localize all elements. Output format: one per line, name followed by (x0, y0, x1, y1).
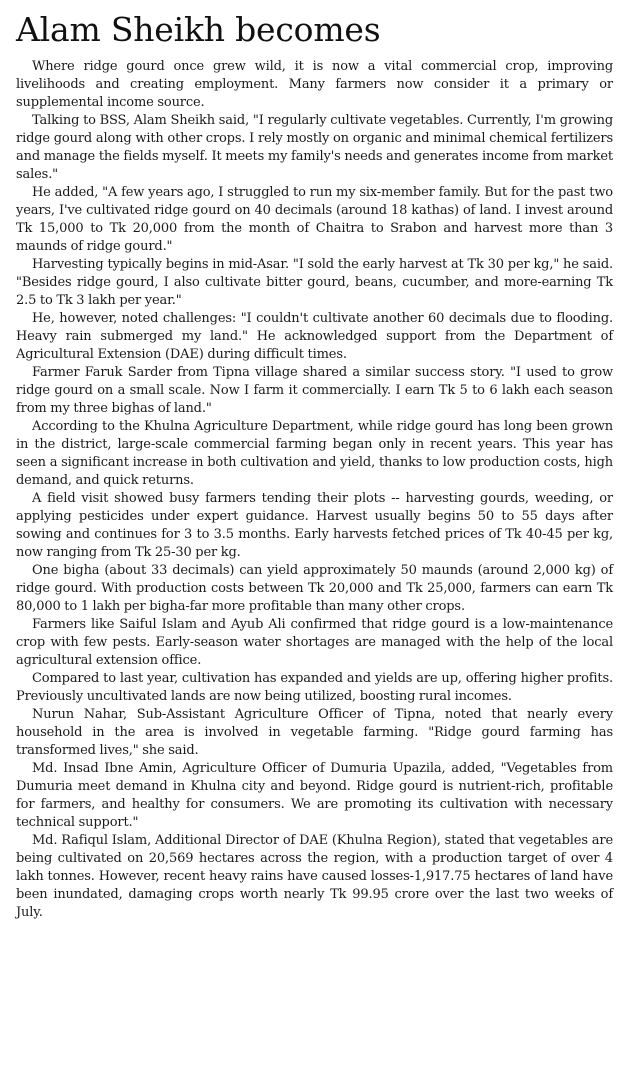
article-paragraph: Farmers like Saiful Islam and Ayub Ali confirmed that ridge gourd is a low-maintenance crop with few pests. Early-season water shortages are managed with the help of the local agricultural extension office. (16, 617, 613, 668)
article-paragraph: Compared to last year, cultivation has expanded and yields are up, offering higher profits. Previously uncultivated lands are now being utilized, boosting rural incomes. (16, 671, 613, 704)
article-paragraph: Md. Insad Ibne Amin, Agriculture Officer of Dumuria Upazila, added, "Vegetables from Dumuria meet demand in Khulna city and beyond. Ridge gourd is nutrient-rich, profitable for farmers, and healthy for consumers. We are promoting its cultivation with necessary technical support." (16, 761, 613, 830)
article-body (16, 58, 613, 922)
article-paragraph: A field visit showed busy farmers tending their plots -- harvesting gourds, weeding, or applying pesticides under expert guidance. Harvest usually begins 50 to 55 days after sowing and continues for 3 to 3.5 months. Early harvests fetched prices of Tk 40-45 per kg, now ranging from Tk 25-30 per kg. (16, 491, 613, 560)
article-paragraph: Harvesting typically begins in mid-Asar. "I sold the early harvest at Tk 30 per kg," he said. "Besides ridge gourd, I also cultivate bitter gourd, beans, cucumber, and more-earning Tk 2.5 to Tk 3 lakh per year." (16, 257, 613, 308)
article-paragraph: Where ridge gourd once grew wild, it is now a vital commercial crop, improving livelihoods and creating employment. Many farmers now consider it a primary or supplemental income source. (16, 59, 613, 110)
article-paragraph: Farmer Faruk Sarder from Tipna village shared a similar success story. "I used to grow ridge gourd on a small scale. Now I farm it commercially. I earn Tk 5 to 6 lakh each season from my three bighas of land." (16, 365, 613, 416)
news-article (16, 8, 613, 922)
article-headline: Alam Sheikh becomes (16, 10, 381, 49)
article-paragraph: According to the Khulna Agriculture Department, while ridge gourd has long been grown in the district, large-scale commercial farming began only in recent years. This year has seen a significant increase in both cultivation and yield, thanks to low production costs, high demand, and quick returns. (16, 419, 613, 488)
article-paragraph: Nurun Nahar, Sub-Assistant Agriculture Officer of Tipna, noted that nearly every household in the area is involved in vegetable farming. "Ridge gourd farming has transformed lives," she said. (16, 707, 613, 758)
article-paragraph: He, however, noted challenges: "I couldn't cultivate another 60 decimals due to flooding. Heavy rain submerged my land." He acknowledged support from the Department of Agricultural Extension (DAE) during difficult times. (16, 311, 613, 362)
article-paragraph: Md. Rafiqul Islam, Additional Director of DAE (Khulna Region), stated that vegetables are being cultivated on 20,569 hectares across the region, with a production target of over 4 lakh tonnes. However, recent heavy rains have caused losses-1,917.75 hectares of land have been inundated, damaging crops worth nearly Tk 99.95 crore over the last two weeks of July. (16, 833, 613, 920)
article-paragraph: One bigha (about 33 decimals) can yield approximately 50 maunds (around 2,000 kg) of ridge gourd. With production costs between Tk 20,000 and Tk 25,000, farmers can earn Tk 80,000 to 1 lakh per bigha-far more profitable than many other crops. (16, 563, 613, 614)
article-paragraph: Talking to BSS, Alam Sheikh said, "I regularly cultivate vegetables. Currently, I'm growing ridge gourd along with other crops. I rely mostly on organic and minimal chemical fertilizers and manage the fields myself. It meets my family's needs and generates income from market sales." (16, 113, 613, 182)
article-paragraph: He added, "A few years ago, I struggled to run my six-member family. But for the past two years, I've cultivated ridge gourd on 40 decimals (around 18 kathas) of land. I invest around Tk 15,000 to Tk 20,000 from the month of Chaitra to Srabon and harvest more than 3 maunds of ridge gourd." (16, 185, 613, 254)
